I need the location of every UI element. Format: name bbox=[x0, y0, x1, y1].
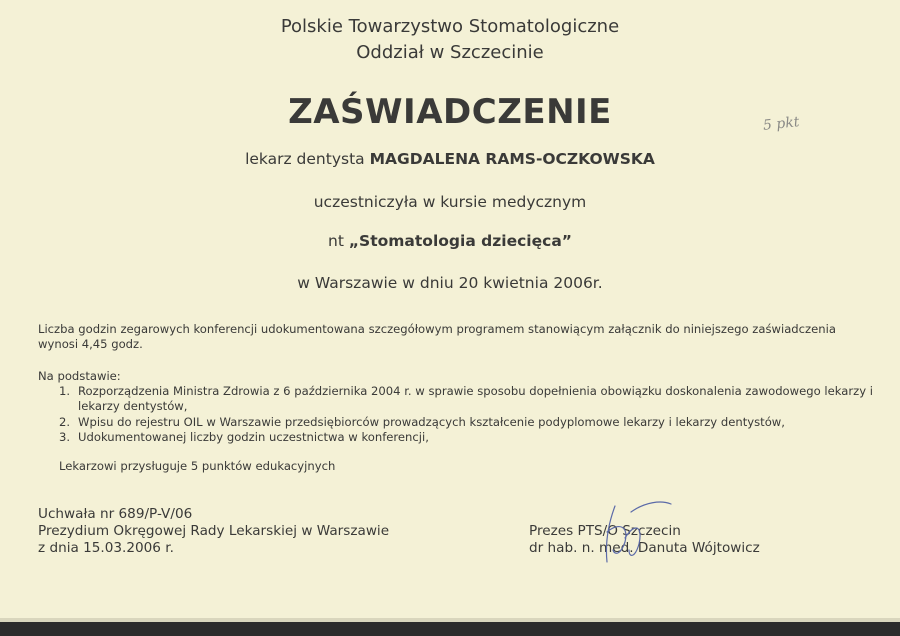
basis-item-text: Wpisu do rejestru OIL w Warszawie przedsiębiorców prowadzących kształcenie podyplomowe lekarzy i lekarzy dentystów, bbox=[78, 415, 785, 429]
basis-heading: Na podstawie: bbox=[38, 369, 121, 383]
basis-item-1 bbox=[59, 384, 873, 399]
basis-item-3 bbox=[59, 430, 429, 445]
recipient-name: MAGDALENA RAMS-OCZKOWSKA bbox=[369, 150, 655, 168]
basis-item-2 bbox=[59, 415, 785, 430]
topic-name: „Stomatologia dziecięca” bbox=[348, 232, 572, 250]
handwritten-note: 5 pkt bbox=[762, 114, 801, 134]
scan-bottom-edge bbox=[0, 622, 900, 636]
basis-item-number: 3. bbox=[59, 430, 71, 444]
recipient-line bbox=[0, 150, 900, 168]
resolution-date: z dnia 15.03.2006 r. bbox=[38, 540, 174, 556]
place-date-line: w Warszawie w dniu 20 kwietnia 2006r. bbox=[297, 274, 603, 292]
hours-text-line1: Liczba godzin zegarowych konferencji udokumentowana szczegółowym programem stanowiącym załącznik do niniejszego zaświadczenia bbox=[38, 322, 836, 336]
participation-line: uczestniczyła w kursie medycznym bbox=[313, 193, 587, 211]
education-points: Lekarzowi przysługuje 5 punktów edukacyjnych bbox=[59, 459, 336, 473]
basis-item-number: 1. bbox=[59, 384, 71, 398]
topic-prefix: nt bbox=[328, 232, 344, 250]
recipient-prefix: lekarz dentysta bbox=[245, 150, 365, 168]
topic-line bbox=[0, 232, 900, 250]
basis-item-text: Rozporządzenia Ministra Zdrowia z 6 października 2004 r. w sprawie sposobu dopełnienia obowiązku doskonalenia zawodowego lekarzy i bbox=[78, 384, 873, 398]
president-title: Prezes PTS/O Szczecin bbox=[529, 523, 681, 539]
branch-name: Oddział w Szczecinie bbox=[356, 42, 544, 63]
resolution-number: Uchwała nr 689/P-V/06 bbox=[38, 506, 193, 522]
hours-text-line2: wynosi 4,45 godz. bbox=[38, 337, 143, 351]
basis-item-number: 2. bbox=[59, 415, 71, 429]
basis-item-text: Udokumentowanej liczby godzin uczestnictwa w konferencji, bbox=[78, 430, 429, 444]
handwritten-signature bbox=[585, 492, 675, 572]
organization-name: Polskie Towarzystwo Stomatologiczne bbox=[280, 16, 620, 37]
basis-item-1-continuation: lekarzy dentystów, bbox=[78, 399, 188, 413]
resolution-body: Prezydium Okręgowej Rady Lekarskiej w Warszawie bbox=[38, 523, 390, 539]
president-name: dr hab. n. med. Danuta Wójtowicz bbox=[529, 540, 760, 556]
certificate-title: ZAŚWIADCZENIE bbox=[288, 92, 612, 132]
